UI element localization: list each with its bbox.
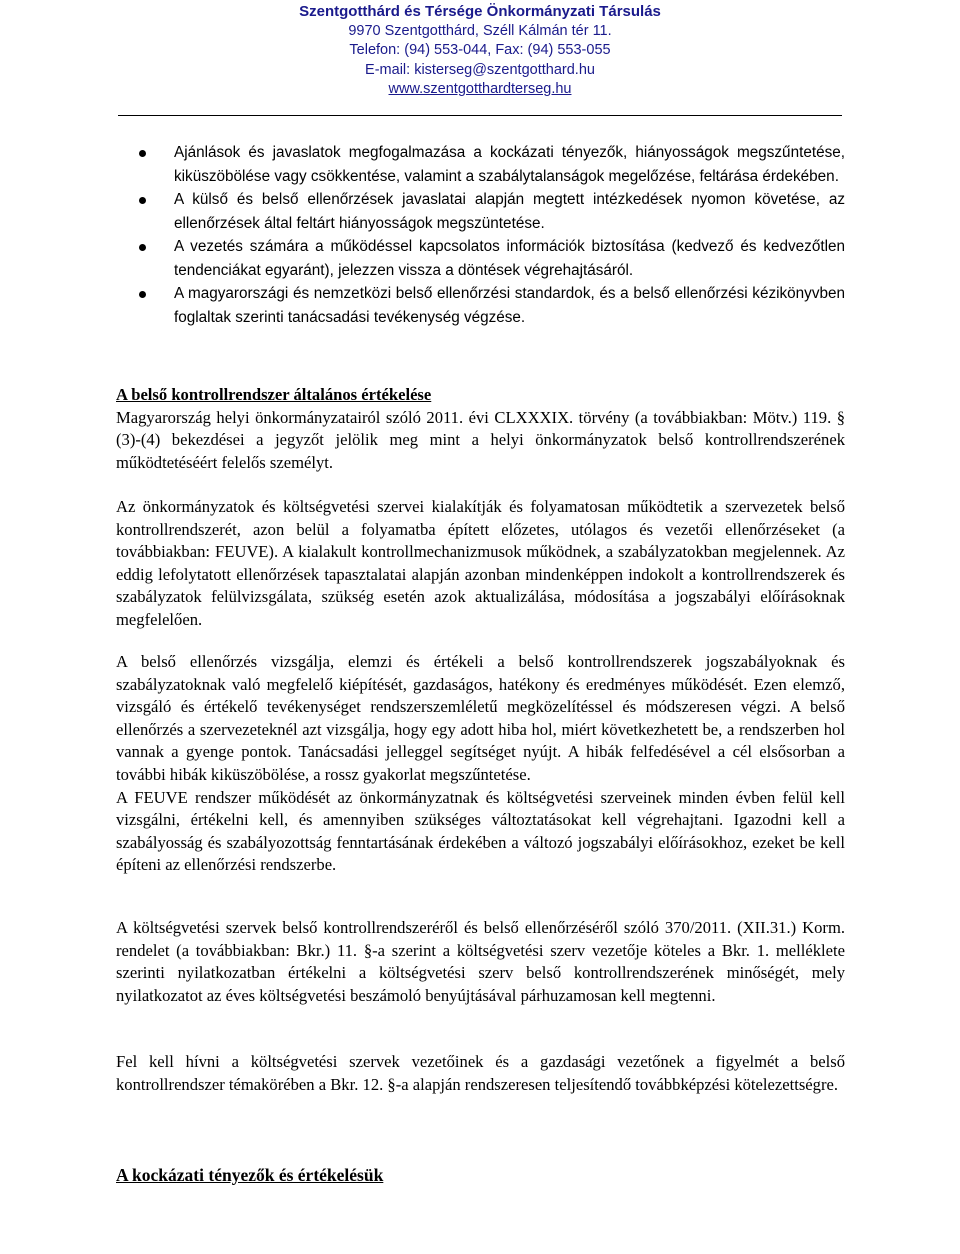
list-item-text: A magyarországi és nemzetközi belső ellenőrzési standardok, és a belső ellenőrzési kézikönyvben foglaltak szerinti tanácsadási tevékenység végzése. (174, 285, 845, 326)
list-item (118, 235, 845, 282)
paragraph-training (116, 1051, 845, 1096)
paragraph: Magyarország helyi önkormányzatairól szóló 2011. évi CLXXXIX. törvény (a továbbiakban: Mötv.) 119. § (3)-(4) bekezdései a jegyzőt jelölik meg mint a helyi önkormányzatok belső kontrollrendszerének működtetéséért felelős személyt. (116, 407, 845, 472)
paragraph: A költségvetési szervek belső kontrollrendszeréről és belső ellenőrzéséről szóló 370/2011. (XII.31.) Korm. rendelet (a továbbiakban: Bkr.) 11. §-a szerint a költségvetési szerv vezetője köteles a Bkr. 1. melléklete szerinti nyilatkozatban értékelni a költségvetési szerv belső kontrollrendszerének minőségét, mely nyilatkozatot az éves költségvetési beszámoló benyújtásával párhuzamosan kell megtenni. (116, 918, 845, 1005)
list-item (118, 141, 845, 188)
section-internal-control (116, 384, 845, 474)
organization-email: E-mail: kisterseg@szentgotthard.hu (365, 61, 595, 78)
bullet-icon (139, 244, 146, 251)
paragraph: A belső ellenőrzés vizsgálja, elemzi és értékeli a belső kontrollrendszerek jogszabályoknak és szabályzatoknak való megfelelő kiépítését, gazdaságos, hatékony és eredményes működését. Ezen elemző, vizsgáló és értékelő tevékenységet rendszerszemléletű megközelítéssel és módszeresen végzi. A belső ellenőrzés a szervezeteknél azt vizsgálja, hogy egy adott hiba hol, miért következhetett be, a rendszerben hol vannak a gyenge pontok. Tanácsadási jelleggel segítséget nyújt. A hibák felfedésével a cél elsősorban a további hibák kiküszöbölése, a rossz gyakorlat megszűntetése. (116, 652, 845, 784)
paragraph: Az önkormányzatok és költségvetési szervei kialakítják és folyamatosan működtetik a szervezetek belső kontrollrendszerét, azon belül a folyamatba épített előzetes, utólagos és vezetői ellenőrzéseket (a továbbiakban: FEUVE). A kialakult kontrollmechanizmusok működnek, a szabályzatokban megjelennek. Az eddig lefolytatott ellenőrzések tapasztalatai alapján azonban mindenképpen indokolt a kontrollrendszerek és szabályzatok felülvizsgálata, szükség esetén azok aktualizálása, módosítása a jogszabályi előírásoknak megfelelően. (116, 497, 845, 629)
organization-name: Szentgotthárd és Térsége Önkormányzati Társulás (299, 3, 661, 20)
paragraph: Fel kell hívni a költségvetési szervek vezetőinek és a gazdasági vezetőnek a figyelmét a belső kontrollrendszer témakörében a Bkr. 12. §-a alapján rendszeresen teljesítendő továbbképzési kötelezettségre. (116, 1052, 845, 1094)
bullet-list (118, 141, 845, 329)
list-item-text: A külső és belső ellenőrzések javaslatai alapján megtett intézkedések nyomon követése, az ellenőrzések által feltárt hiányosságok megszüntetése. (174, 191, 845, 232)
letterhead (0, 2, 960, 100)
paragraph-feuve-intro (116, 496, 845, 632)
paragraph: A FEUVE rendszer működését az önkormányzatnak és költségvetési szerveinek minden évben felül kell vizsgálni, értékelni kell, és amennyiben szükséges változtatásokat kell végrehajtani. Igazodni kell a szabályosság és szabályozottság fenntartásának érdekében a változó jogszabályi előírásokhoz, ezeket be kell építeni az ellenőrzési rendszerbe. (116, 787, 845, 875)
organization-phone: Telefon: (94) 553-044, Fax: (94) 553-055 (349, 42, 611, 58)
organization-website-link[interactable]: www.szentgotthardterseg.hu (388, 81, 572, 97)
section-heading: A kockázati tényezők és értékelésük (116, 1165, 384, 1185)
list-item (118, 282, 845, 329)
bullet-icon (139, 197, 146, 204)
bullet-icon (139, 150, 146, 157)
organization-address: 9970 Szentgotthárd, Széll Kálmán tér 11. (348, 22, 612, 39)
paragraph-audit-review (116, 651, 845, 877)
list-item (118, 188, 845, 235)
list-item-text: A vezetés számára a működéssel kapcsolatos információk biztosítása (kedvező és kedvezőtlen tendenciákat egyaránt), jelezzen vissza a döntések végrehajtásáról. (174, 238, 845, 279)
paragraph-decree (116, 917, 845, 1007)
section-risk-factors (116, 1164, 845, 1187)
bullet-icon (139, 291, 146, 298)
section-heading: A belső kontrollrendszer általános értékelése (116, 385, 432, 404)
header-divider (118, 115, 842, 116)
list-item-text: Ajánlások és javaslatok megfogalmazása a kockázati tényezők, hiányosságok megszűntetése, kiküszöbölése vagy csökkentése, valamint a szabálytalanságok megelőzése, feltárása érdekében. (174, 144, 845, 185)
